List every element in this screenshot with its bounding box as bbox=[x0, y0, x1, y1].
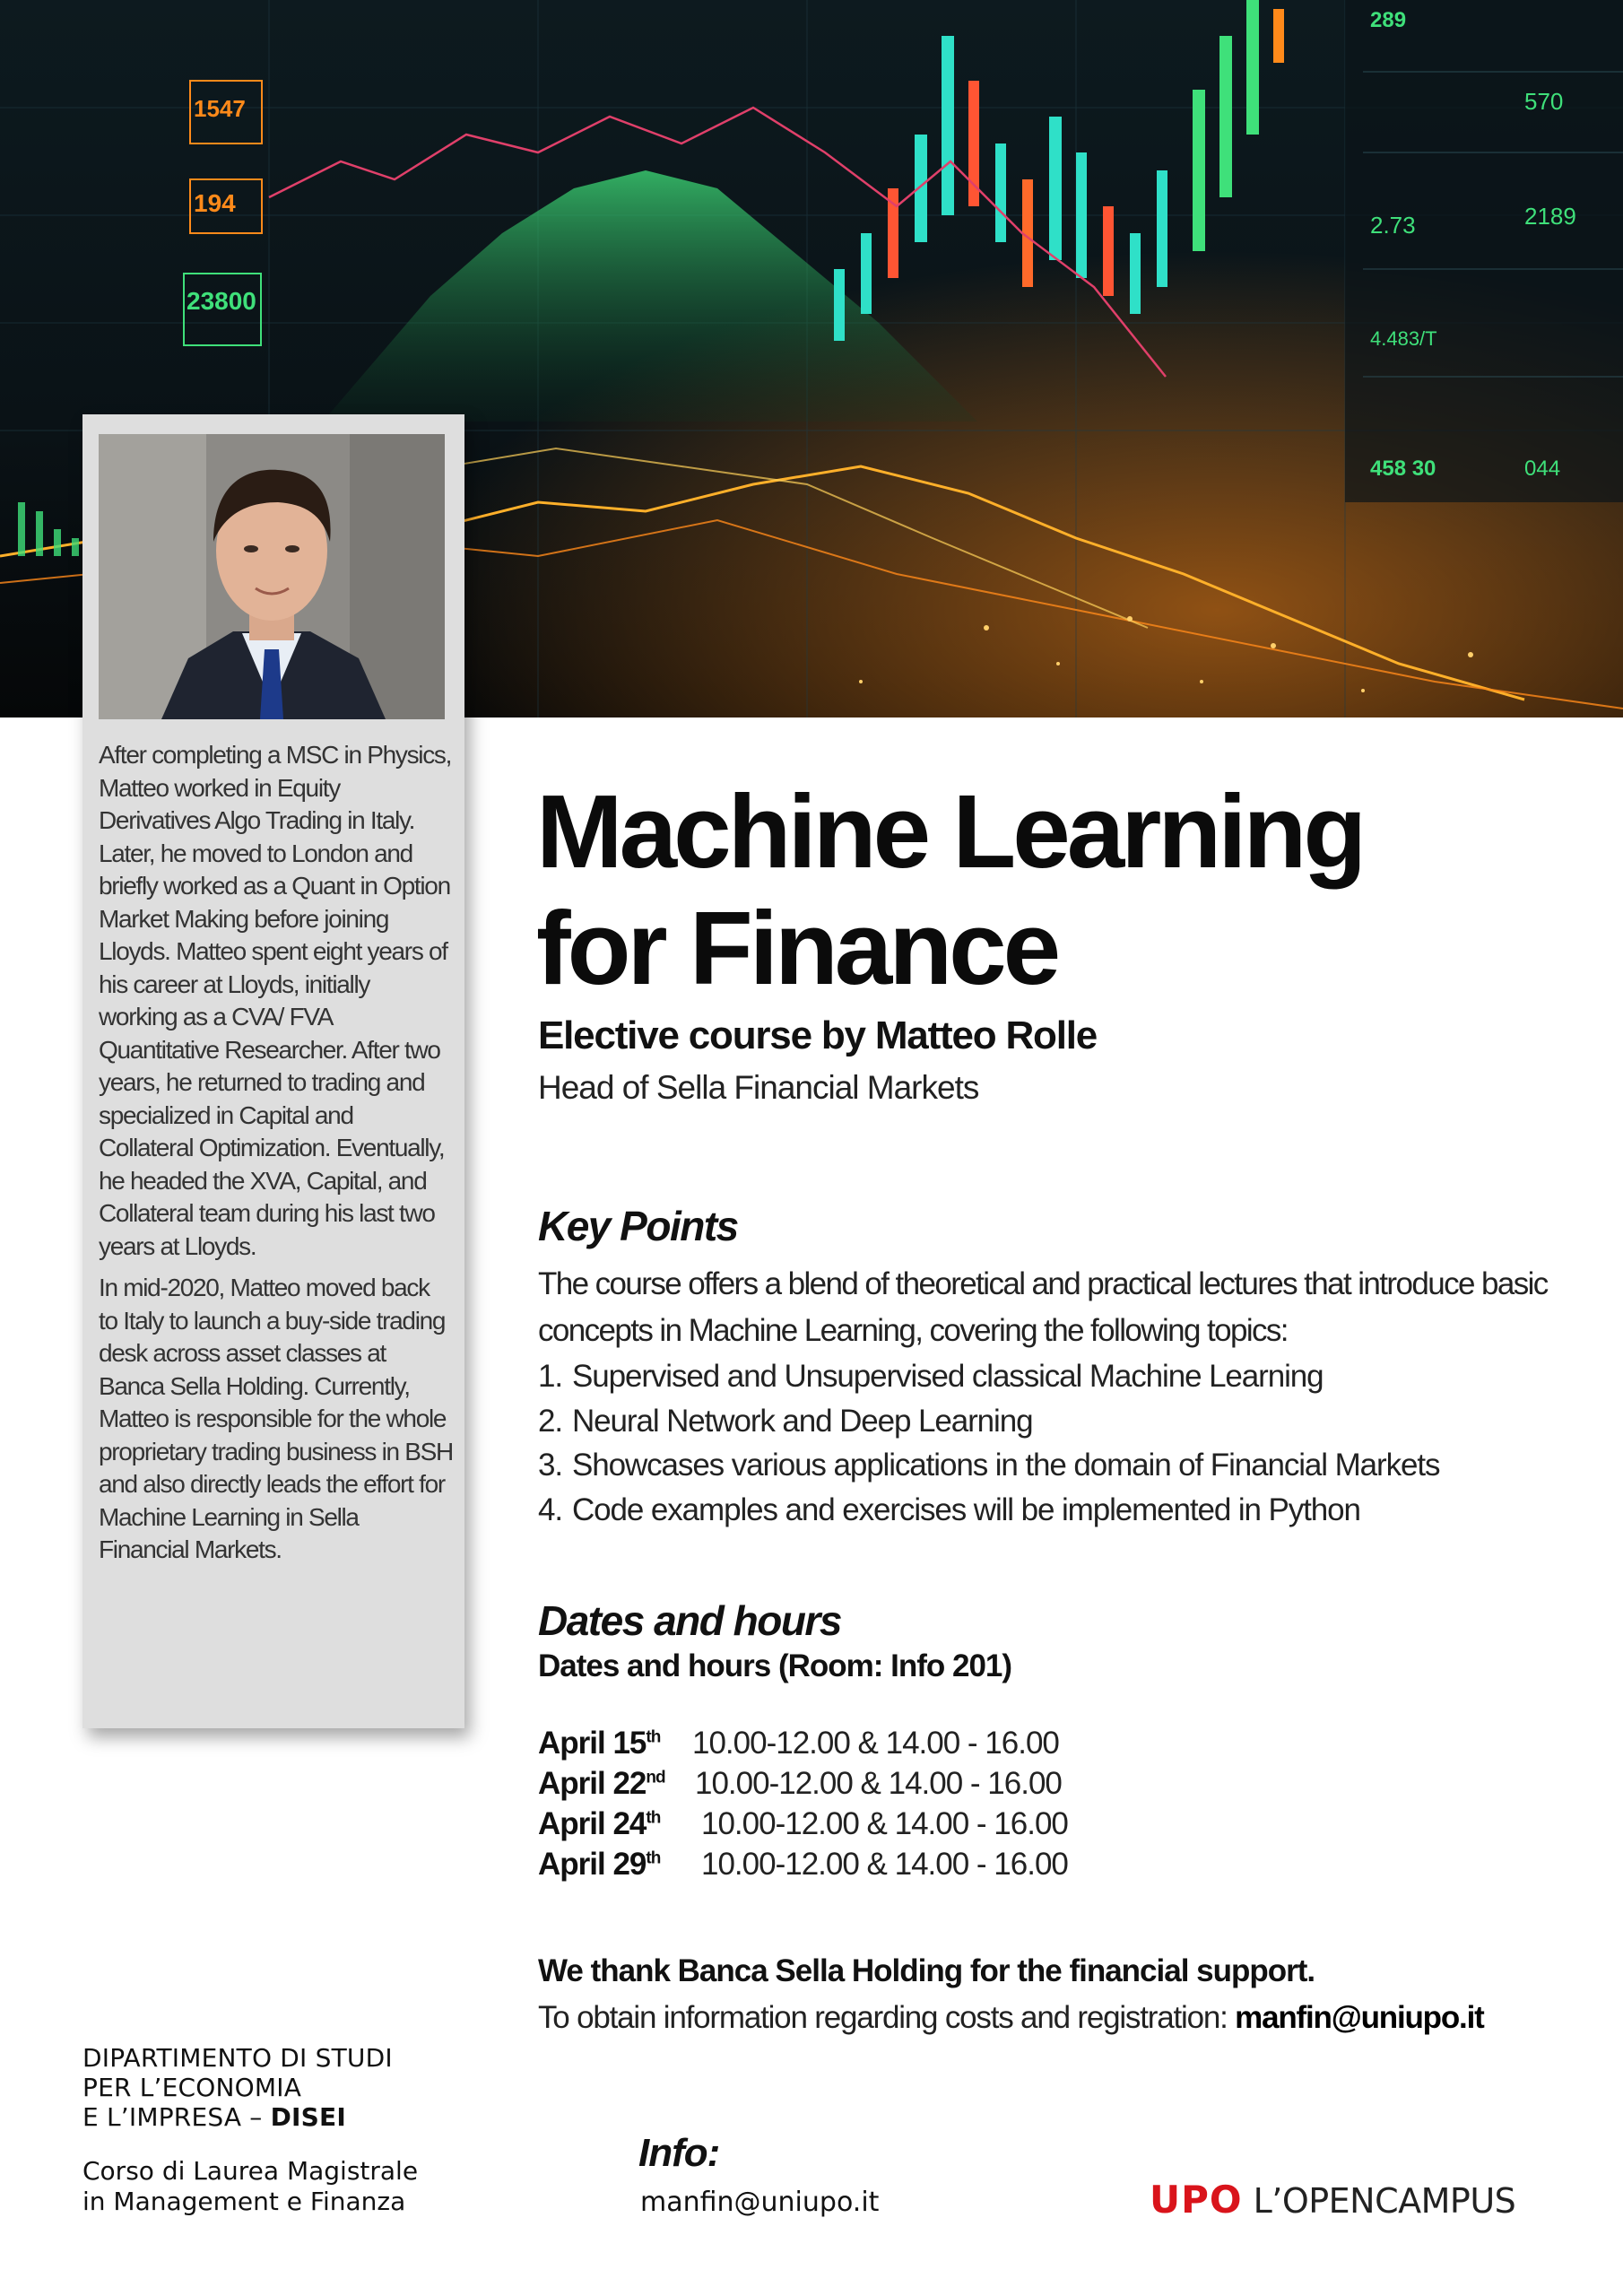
schedule-hours: 10.00-12.00 & 14.00 - 16.00 bbox=[701, 1847, 1068, 1882]
speaker-portrait bbox=[99, 434, 445, 719]
schedule-day: April 15th bbox=[538, 1726, 661, 1761]
speaker-bio-text bbox=[99, 739, 453, 1576]
schedule-row bbox=[538, 1847, 1068, 1887]
dept-line: DIPARTIMENTO DI STUDI bbox=[82, 2043, 393, 2073]
course-subtitle: Elective course by Matteo Rolle bbox=[538, 1013, 1098, 1057]
dept-line: PER L’ECONOMIA bbox=[82, 2073, 302, 2102]
list-item-text: Neural Network and Deep Learning bbox=[572, 1403, 1033, 1439]
schedule-row bbox=[538, 1766, 1068, 1806]
department-name bbox=[82, 2043, 393, 2132]
dates-heading: Dates and hours bbox=[538, 1597, 841, 1644]
ticker-left-1: 1547 bbox=[194, 95, 246, 122]
schedule-day: April 29th bbox=[538, 1847, 661, 1882]
schedule-row bbox=[538, 1726, 1068, 1766]
bio-paragraph-2: In mid-2020, Matteo moved back to Italy to launch a buy-side trading desk across asset classes at Banca Sella Holding. Currently, Matteo is responsible for the whole proprietary trading business in BSH and also directly leads the effort for Machine Learning in Sella Financial Markets. bbox=[99, 1274, 453, 1563]
schedule-row bbox=[538, 1806, 1068, 1847]
ticker-right-4: 2189 bbox=[1524, 203, 1576, 230]
dept-line: E L’IMPRESA – DISEI bbox=[82, 2102, 346, 2132]
list-item-text: Showcases various applications in the domain of Financial Markets bbox=[572, 1448, 1440, 1483]
key-points-heading: Key Points bbox=[538, 1203, 738, 1249]
list-item bbox=[538, 1488, 1439, 1533]
degree-line: in Management e Finanza bbox=[82, 2187, 406, 2216]
course-title bbox=[536, 773, 1567, 1006]
list-item bbox=[538, 1443, 1439, 1488]
contact-text: To obtain information regarding costs and registration: bbox=[538, 2000, 1236, 2035]
registration-contact bbox=[538, 2000, 1484, 2036]
schedule-hours: 10.00-12.00 & 14.00 - 16.00 bbox=[695, 1766, 1062, 1801]
ticker-left-3: 23800 bbox=[187, 287, 256, 315]
schedule-day: April 22nd bbox=[538, 1766, 665, 1801]
list-item bbox=[538, 1399, 1439, 1444]
list-item-number: 4. bbox=[538, 1492, 562, 1527]
ticker-left-2: 194 bbox=[194, 189, 236, 217]
contact-email-link[interactable]: manfin@uniupo.it bbox=[1235, 2000, 1484, 2035]
key-points-intro: The course offers a blend of theoretical and practical lectures that introduce basic concepts in Machine Learning, covering the following topics: bbox=[538, 1266, 1548, 1348]
schedule-hours: 10.00-12.00 & 14.00 - 16.00 bbox=[701, 1806, 1068, 1841]
bio-paragraph-1: After completing a MSC in Physics, Matteo worked in Equity Derivatives Algo Trading in Italy. Later, he moved to London and briefly worked as a Quant in Option Market Making before joining Lloyds. Matteo spent eight years of his career at Lloyds, initially working as a CVA/ FVA Quantitative Researcher. After two years, he returned to trading and specialized in Capital and Collateral Optimization. Eventually, he headed the XVA, Capital, and Collateral team during his last two years at Lloyds. bbox=[99, 741, 452, 1260]
course-title-line-2: for Finance bbox=[536, 890, 1058, 1006]
upo-logo-wordmark: L’OPENCAMPUS bbox=[1253, 2181, 1516, 2221]
degree-line: Corso di Laurea Magistrale bbox=[82, 2156, 419, 2186]
list-item-number: 2. bbox=[538, 1403, 562, 1439]
sponsor-thanks: We thank Banca Sella Holding for the financial support. bbox=[538, 1953, 1315, 1988]
schedule-hours: 10.00-12.00 & 14.00 - 16.00 bbox=[692, 1726, 1059, 1761]
degree-program bbox=[82, 2156, 418, 2217]
schedule-day: April 24th bbox=[538, 1806, 661, 1841]
dates-subheading: Dates and hours (Room: Info 201) bbox=[538, 1648, 1012, 1683]
info-email-link[interactable]: manfin@uniupo.it bbox=[640, 2187, 880, 2218]
ticker-right-2: 570 bbox=[1524, 88, 1564, 115]
key-points-list bbox=[538, 1354, 1439, 1532]
ticker-right-7: 044 bbox=[1524, 457, 1561, 481]
list-item-number: 1. bbox=[538, 1359, 562, 1394]
course-title-line-1: Machine Learning bbox=[536, 773, 1364, 890]
ticker-right-5: 4.483/T bbox=[1370, 327, 1437, 350]
ticker-right-1: 289 bbox=[1370, 8, 1407, 32]
upo-logo-mark: UPO bbox=[1150, 2178, 1243, 2222]
ticker-right-3: 2.73 bbox=[1370, 212, 1416, 239]
schedule-table bbox=[538, 1726, 1068, 1887]
speaker-role: Head of Sella Financial Markets bbox=[538, 1069, 979, 1106]
list-item-number: 3. bbox=[538, 1448, 562, 1483]
speaker-bio-card bbox=[82, 414, 464, 1728]
list-item-text: Supervised and Unsupervised classical Machine Learning bbox=[572, 1359, 1324, 1394]
list-item-text: Code examples and exercises will be implemented in Python bbox=[572, 1492, 1360, 1527]
ticker-right-6: 458 30 bbox=[1370, 457, 1436, 481]
info-label: Info: bbox=[638, 2131, 720, 2175]
upo-opencampus-logo bbox=[1150, 2178, 1515, 2222]
list-item bbox=[538, 1354, 1439, 1399]
